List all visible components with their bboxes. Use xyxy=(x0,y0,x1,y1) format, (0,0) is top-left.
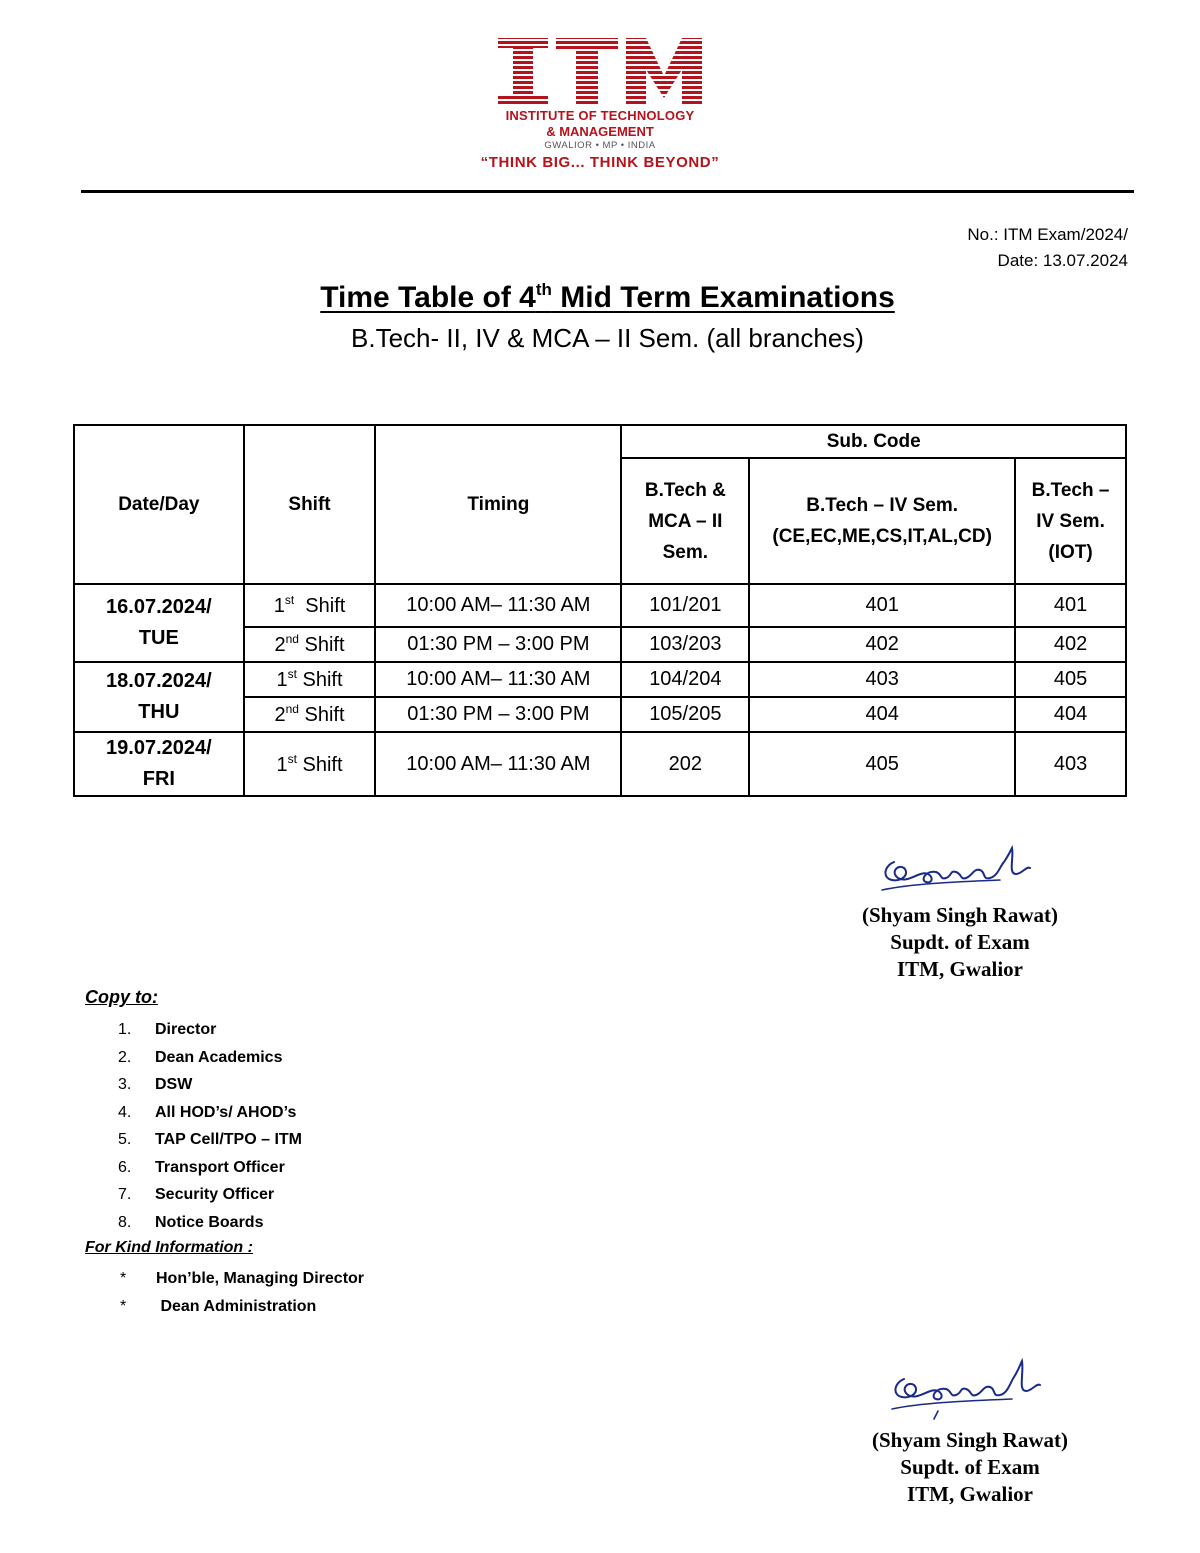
header-timing: Timing xyxy=(375,425,621,584)
list-item: 5. TAP Cell/TPO – ITM xyxy=(118,1131,302,1148)
header-sub-code: Sub. Code xyxy=(621,425,1126,458)
code-btech-mca-cell: 104/204 xyxy=(621,662,749,697)
signatory-place: ITM, Gwalior xyxy=(907,1482,1033,1506)
timetable xyxy=(73,424,1127,797)
institute-name-line1: INSTITUTE OF TECHNOLOGY xyxy=(505,108,695,123)
date-cell xyxy=(74,732,244,796)
handwritten-signature xyxy=(880,844,1040,900)
table-row xyxy=(74,584,1126,627)
title-superscript: th xyxy=(535,280,552,299)
list-item: * Dean Administration xyxy=(120,1298,317,1315)
day-value: THU xyxy=(138,701,180,723)
code-btech-mca-cell: 103/203 xyxy=(621,627,749,662)
timing-cell: 01:30 PM – 3:00 PM xyxy=(375,697,621,732)
shift-cell: 2nd Shift xyxy=(244,697,376,732)
signatory-place: ITM, Gwalior xyxy=(897,957,1023,981)
timing-cell: 10:00 AM– 11:30 AM xyxy=(375,732,621,796)
header-shift: Shift xyxy=(244,425,376,584)
timing-cell: 01:30 PM – 3:00 PM xyxy=(375,627,621,662)
code-btech-iot-cell: 402 xyxy=(1015,627,1126,662)
code-btech-iot-cell: 403 xyxy=(1015,732,1126,796)
shift-cell: 1st Shift xyxy=(244,732,376,796)
shift-cell: 2nd Shift xyxy=(244,627,376,662)
day-value: FRI xyxy=(142,768,175,790)
signatory-designation: Supdt. of Exam xyxy=(890,930,1030,954)
itm-logo-mark xyxy=(498,36,702,108)
code-btech-iv-cell: 401 xyxy=(749,584,1015,627)
institute-name-line2: & MANAGEMENT xyxy=(546,124,654,139)
code-btech-iv-cell: 405 xyxy=(749,732,1015,796)
date-value: 19.07.2024/ xyxy=(106,737,212,759)
header-date-day: Date/Day xyxy=(74,425,244,584)
code-btech-iot-cell: 405 xyxy=(1015,662,1126,697)
date-cell xyxy=(74,662,244,732)
copy-to-heading: Copy to: xyxy=(85,987,158,1007)
title-prefix: Time Table of 4 xyxy=(320,281,536,314)
page-title xyxy=(0,280,1200,315)
code-btech-iv-cell: 403 xyxy=(749,662,1015,697)
title-suffix: Mid Term Examinations xyxy=(551,281,895,314)
page-subtitle: B.Tech- II, IV & MCA – II Sem. (all branches) xyxy=(351,323,864,353)
header-btech-iv-iot: B.Tech – IV Sem. (IOT) xyxy=(1015,458,1126,584)
kind-information-list xyxy=(120,1265,364,1321)
header-btech-mca-ii: B.Tech & MCA – II Sem. xyxy=(621,458,749,584)
header-btech-iv: B.Tech – IV Sem. (CE,EC,ME,CS,IT,AL,CD) xyxy=(749,458,1015,584)
signatory-name: (Shyam Singh Rawat) xyxy=(861,903,1059,927)
signatory-name: (Shyam Singh Rawat) xyxy=(871,1428,1069,1452)
copy-to-list xyxy=(118,1016,302,1236)
code-btech-iot-cell: 404 xyxy=(1015,697,1126,732)
code-btech-iv-cell: 404 xyxy=(749,697,1015,732)
reference-date: Date: 13.07.2024 xyxy=(997,251,1128,270)
table-row xyxy=(74,732,1126,796)
signature-block xyxy=(840,1355,1100,1515)
reference-number: No.: ITM Exam/2024/ xyxy=(967,225,1128,244)
handwritten-signature xyxy=(888,1355,1058,1421)
code-btech-mca-cell: 101/201 xyxy=(621,584,749,627)
list-item: 6. Transport Officer xyxy=(118,1158,285,1176)
list-item: 3. DSW xyxy=(118,1076,193,1093)
code-btech-iot-cell: 401 xyxy=(1015,584,1126,627)
institute-location: GWALIOR • MP • INDIA xyxy=(544,140,656,151)
shift-cell: 1st Shift xyxy=(244,662,376,697)
code-btech-mca-cell: 105/205 xyxy=(621,697,749,732)
date-cell xyxy=(74,584,244,662)
institute-tagline: “THINK BIG... THINK BEYOND” xyxy=(480,154,720,171)
list-item: * Hon’ble, Managing Director xyxy=(120,1270,365,1287)
code-btech-iv-cell: 402 xyxy=(749,627,1015,662)
signatory-designation: Supdt. of Exam xyxy=(900,1455,1040,1479)
list-item: 2. Dean Academics xyxy=(118,1048,283,1066)
table-row xyxy=(74,662,1126,697)
date-value: 18.07.2024/ xyxy=(106,670,212,692)
timing-cell: 10:00 AM– 11:30 AM xyxy=(375,662,621,697)
day-value: TUE xyxy=(138,627,179,649)
signature-block xyxy=(830,840,1090,990)
list-item: 4. All HOD’s/ AHOD’s xyxy=(118,1103,297,1121)
institute-logo xyxy=(450,36,750,178)
list-item: 8. Notice Boards xyxy=(118,1213,264,1231)
kind-information-heading: For Kind Information : xyxy=(85,1239,253,1256)
timing-cell: 10:00 AM– 11:30 AM xyxy=(375,584,621,627)
list-item: 1. Director xyxy=(118,1021,217,1038)
shift-cell: 1st Shift xyxy=(244,584,376,627)
date-value: 16.07.2024/ xyxy=(106,596,212,618)
code-btech-mca-cell: 202 xyxy=(621,732,749,796)
header-divider xyxy=(81,190,1134,193)
list-item: 7. Security Officer xyxy=(118,1186,275,1203)
